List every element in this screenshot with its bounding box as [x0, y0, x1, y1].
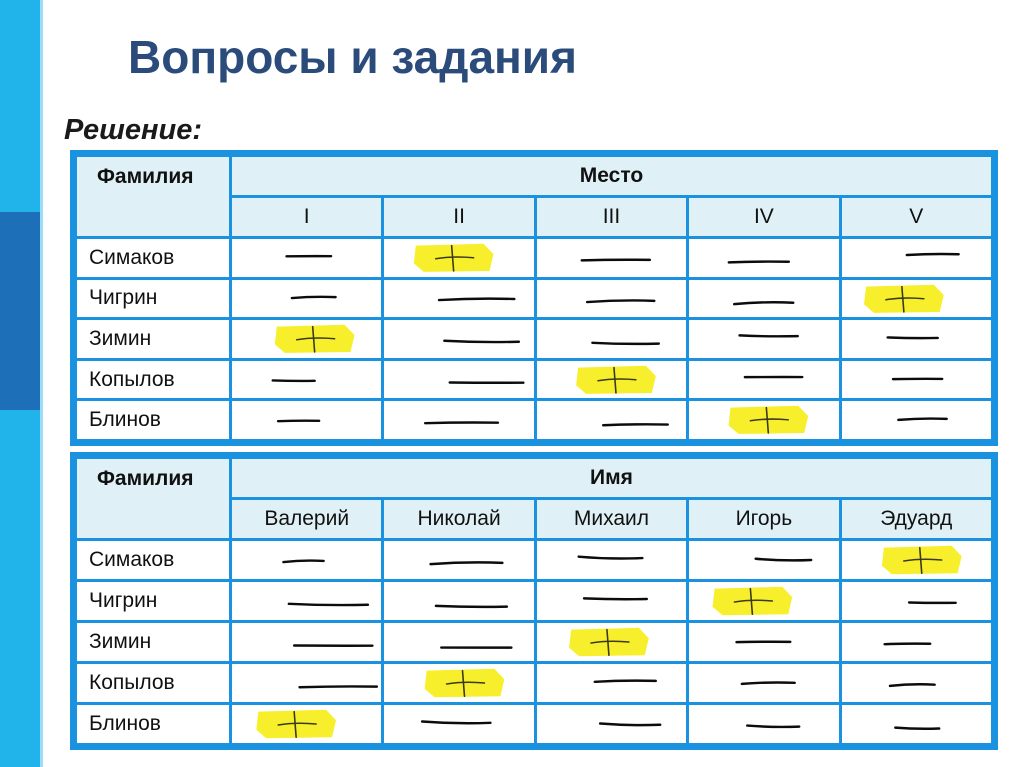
no-match-dash-mark [537, 664, 686, 702]
no-match-dash-mark [689, 664, 838, 702]
no-match-dash-mark [689, 320, 838, 358]
mark-cell [384, 541, 533, 579]
col-header: Валерий [232, 500, 381, 538]
mark-cell [689, 623, 838, 661]
no-match-dash-mark [537, 320, 686, 358]
dash-stroke [729, 262, 789, 263]
table-row [77, 280, 991, 318]
mark-cell [842, 401, 991, 439]
mark-cell [689, 541, 838, 579]
mark-cell [537, 623, 686, 661]
mark-cell [537, 541, 686, 579]
match-plus-mark [384, 239, 533, 277]
no-match-dash-mark [842, 320, 991, 358]
dash-stroke [890, 684, 935, 686]
row-surname: Зимин [77, 623, 229, 661]
table-row [77, 239, 991, 277]
table-row [77, 541, 991, 579]
dash-stroke [436, 606, 507, 607]
mark-cell [384, 239, 533, 277]
mark-cell [384, 320, 533, 358]
mark-cell [384, 664, 533, 702]
mark-cell [689, 239, 838, 277]
no-match-dash-mark [384, 541, 533, 579]
mark-cell [689, 320, 838, 358]
col-header: I [232, 198, 381, 236]
mark-cell [842, 582, 991, 620]
dash-stroke [445, 341, 519, 342]
places-table [70, 150, 998, 446]
no-match-dash-mark [232, 361, 381, 399]
no-match-dash-mark [842, 401, 991, 439]
first-name-group-header: Имя [232, 459, 991, 497]
col-header: II [384, 198, 533, 236]
mark-cell [842, 320, 991, 358]
mark-cell [537, 664, 686, 702]
no-match-dash-mark [384, 320, 533, 358]
no-match-dash-mark [537, 705, 686, 743]
dash-stroke [734, 302, 793, 304]
mark-cell [689, 280, 838, 318]
dash-stroke [582, 260, 650, 261]
no-match-dash-mark [232, 541, 381, 579]
no-match-dash-mark [842, 582, 991, 620]
mark-cell [537, 401, 686, 439]
col-header: III [537, 198, 686, 236]
dash-stroke [439, 298, 514, 299]
mark-cell [384, 623, 533, 661]
mark-cell [842, 705, 991, 743]
no-match-dash-mark [537, 582, 686, 620]
dash-stroke [740, 336, 798, 337]
table-row [77, 361, 991, 399]
no-match-dash-mark [384, 582, 533, 620]
col-header: IV [689, 198, 838, 236]
no-match-dash-mark [689, 239, 838, 277]
dash-stroke [300, 686, 377, 687]
no-match-dash-mark [384, 623, 533, 661]
dash-stroke [603, 425, 667, 426]
mark-cell [537, 582, 686, 620]
mark-cell [537, 280, 686, 318]
names-table [70, 452, 998, 750]
dash-stroke [284, 561, 324, 563]
mark-cell [842, 664, 991, 702]
row-surname: Чигрин [77, 280, 229, 318]
surname-header: Фамилия [77, 157, 229, 236]
dash-stroke [579, 557, 643, 559]
no-match-dash-mark [537, 541, 686, 579]
no-match-dash-mark [384, 705, 533, 743]
side-accent-line [40, 0, 43, 767]
match-plus-mark [537, 623, 686, 661]
dash-stroke [756, 559, 811, 561]
no-match-dash-mark [232, 623, 381, 661]
no-match-dash-mark [689, 280, 838, 318]
dash-stroke [423, 721, 491, 723]
row-surname: Блинов [77, 705, 229, 743]
dash-stroke [587, 300, 654, 302]
mark-cell [232, 239, 381, 277]
dash-stroke [884, 644, 929, 645]
dash-stroke [747, 726, 799, 727]
no-match-dash-mark [842, 239, 991, 277]
no-match-dash-mark [384, 401, 533, 439]
row-surname: Симаков [77, 541, 229, 579]
mark-cell [842, 239, 991, 277]
solution-label: Решение: [64, 114, 203, 146]
mark-cell [232, 280, 381, 318]
match-plus-mark [232, 320, 381, 358]
match-plus-mark [689, 401, 838, 439]
mark-cell [842, 623, 991, 661]
dash-stroke [742, 682, 795, 683]
mark-cell [537, 320, 686, 358]
match-plus-mark [384, 664, 533, 702]
row-surname: Блинов [77, 401, 229, 439]
mark-cell [384, 705, 533, 743]
mark-cell [232, 320, 381, 358]
no-match-dash-mark [842, 664, 991, 702]
no-match-dash-mark [232, 239, 381, 277]
no-match-dash-mark [384, 280, 533, 318]
dash-stroke [595, 681, 656, 682]
no-match-dash-mark [689, 705, 838, 743]
mark-cell [689, 582, 838, 620]
mark-cell [384, 401, 533, 439]
table-row [77, 401, 991, 439]
mark-cell [384, 582, 533, 620]
no-match-dash-mark [384, 361, 533, 399]
no-match-dash-mark [537, 280, 686, 318]
dash-stroke [898, 419, 946, 420]
mark-cell [537, 239, 686, 277]
dash-stroke [289, 604, 368, 605]
page-title: Вопросы и задания [128, 31, 577, 83]
table-row [77, 664, 991, 702]
row-surname: Симаков [77, 239, 229, 277]
mark-cell [537, 361, 686, 399]
match-plus-mark [232, 705, 381, 743]
table-row [77, 623, 991, 661]
table-row [77, 705, 991, 743]
row-surname: Копылов [77, 361, 229, 399]
dash-stroke [895, 728, 939, 729]
mark-cell [232, 541, 381, 579]
dash-stroke [273, 380, 315, 381]
mark-cell [689, 361, 838, 399]
mark-cell [842, 361, 991, 399]
mark-cell [232, 361, 381, 399]
no-match-dash-mark [842, 623, 991, 661]
mark-cell [842, 541, 991, 579]
dash-stroke [592, 343, 658, 344]
row-surname: Зимин [77, 320, 229, 358]
dash-stroke [887, 338, 937, 339]
no-match-dash-mark [232, 664, 381, 702]
no-match-dash-mark [537, 239, 686, 277]
mark-cell [232, 401, 381, 439]
side-accent-block [0, 212, 40, 410]
col-header: Николай [384, 500, 533, 538]
dash-stroke [906, 254, 958, 255]
mark-cell [384, 361, 533, 399]
col-header: Эдуард [842, 500, 991, 538]
mark-cell [842, 280, 991, 318]
match-plus-mark [689, 582, 838, 620]
no-match-dash-mark [689, 361, 838, 399]
no-match-dash-mark [232, 280, 381, 318]
col-header: Игорь [689, 500, 838, 538]
mark-cell [689, 401, 838, 439]
dash-stroke [431, 562, 503, 564]
dash-stroke [584, 598, 647, 599]
dash-stroke [426, 423, 499, 424]
match-plus-mark [842, 541, 991, 579]
no-match-dash-mark [537, 401, 686, 439]
dash-stroke [292, 296, 336, 297]
table-row [77, 582, 991, 620]
no-match-dash-mark [232, 582, 381, 620]
match-plus-mark [842, 280, 991, 318]
mark-cell [689, 664, 838, 702]
mark-cell [232, 705, 381, 743]
mark-cell [384, 280, 533, 318]
mark-cell [232, 664, 381, 702]
row-surname: Чигрин [77, 582, 229, 620]
place-group-header: Место [232, 157, 991, 195]
mark-cell [232, 623, 381, 661]
mark-cell [689, 705, 838, 743]
col-header: V [842, 198, 991, 236]
col-header: Михаил [537, 500, 686, 538]
dash-stroke [600, 724, 660, 726]
no-match-dash-mark [689, 623, 838, 661]
table-row [77, 320, 991, 358]
no-match-dash-mark [689, 541, 838, 579]
no-match-dash-mark [842, 705, 991, 743]
mark-cell [537, 705, 686, 743]
surname-header: Фамилия [77, 459, 229, 538]
no-match-dash-mark [842, 361, 991, 399]
mark-cell [232, 582, 381, 620]
row-surname: Копылов [77, 664, 229, 702]
no-match-dash-mark [232, 401, 381, 439]
match-plus-mark [537, 361, 686, 399]
